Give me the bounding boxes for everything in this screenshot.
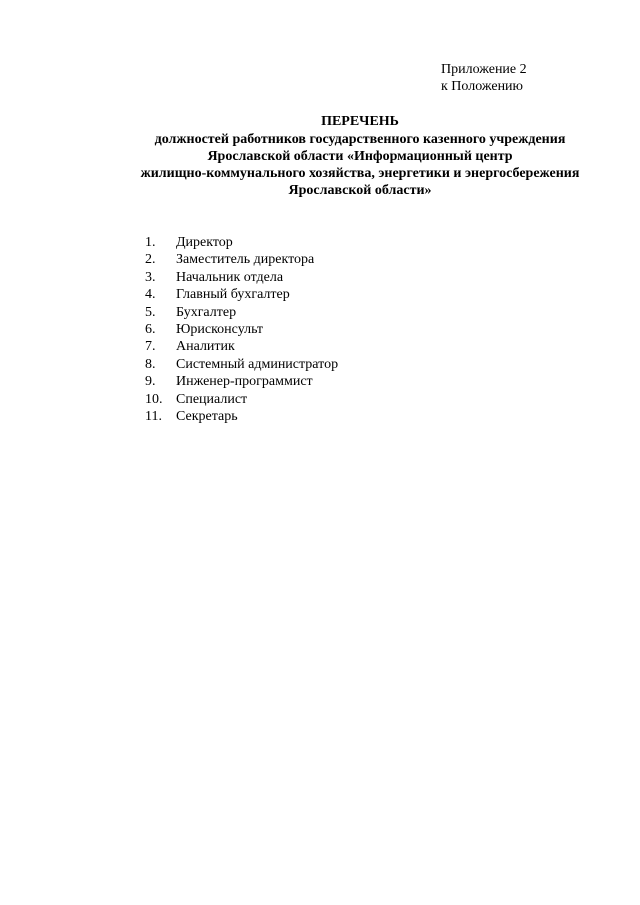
item-number: 6. [145, 322, 156, 338]
appendix-number: Приложение 2 [441, 62, 527, 77]
item-number: 11. [145, 409, 162, 425]
list-item [145, 269, 338, 286]
item-text: Специалист [176, 391, 248, 407]
list-item [145, 373, 338, 390]
title-line: Ярославской области» [288, 183, 432, 198]
item-number: 4. [145, 287, 156, 303]
item-text: Главный бухгалтер [176, 287, 290, 303]
item-text: Аналитик [176, 339, 235, 355]
title-line: Ярославской области «Информационный центр [207, 149, 513, 164]
list-item [145, 321, 338, 338]
item-text: Директор [176, 235, 233, 250]
title-line: должностей работников государственного казенного учреждения [154, 132, 566, 147]
item-number: 2. [145, 252, 156, 268]
item-text: Секретарь [176, 409, 238, 425]
item-number: 3. [145, 269, 156, 285]
item-number: 5. [145, 304, 156, 320]
list-item [145, 391, 338, 408]
item-text: Бухгалтер [176, 304, 237, 320]
list-item [145, 234, 338, 251]
list-item [145, 338, 338, 355]
document-title [0, 113, 640, 199]
item-number: 8. [145, 356, 156, 372]
item-number: 7. [145, 339, 156, 355]
item-text: Заместитель директора [176, 252, 315, 268]
title-heading: ПЕРЕЧЕНЬ [321, 114, 399, 129]
positions-list [145, 234, 338, 425]
list-item [145, 286, 338, 303]
item-text: Системный администратор [176, 356, 339, 372]
list-item [145, 408, 338, 425]
item-text: Начальник отдела [176, 269, 284, 285]
item-text: Инженер-программист [176, 374, 313, 390]
list-item [145, 304, 338, 321]
item-text: Юрисконсульт [176, 322, 264, 338]
item-number: 10. [145, 391, 163, 407]
list-item [145, 251, 338, 268]
item-number: 9. [145, 374, 156, 390]
list-item [145, 356, 338, 373]
item-number: 1. [145, 235, 156, 250]
appendix-reference: к Положению [441, 79, 524, 94]
title-line: жилищно-коммунального хозяйства, энергетики и энергосбережения [140, 166, 580, 181]
appendix-note [441, 61, 527, 95]
